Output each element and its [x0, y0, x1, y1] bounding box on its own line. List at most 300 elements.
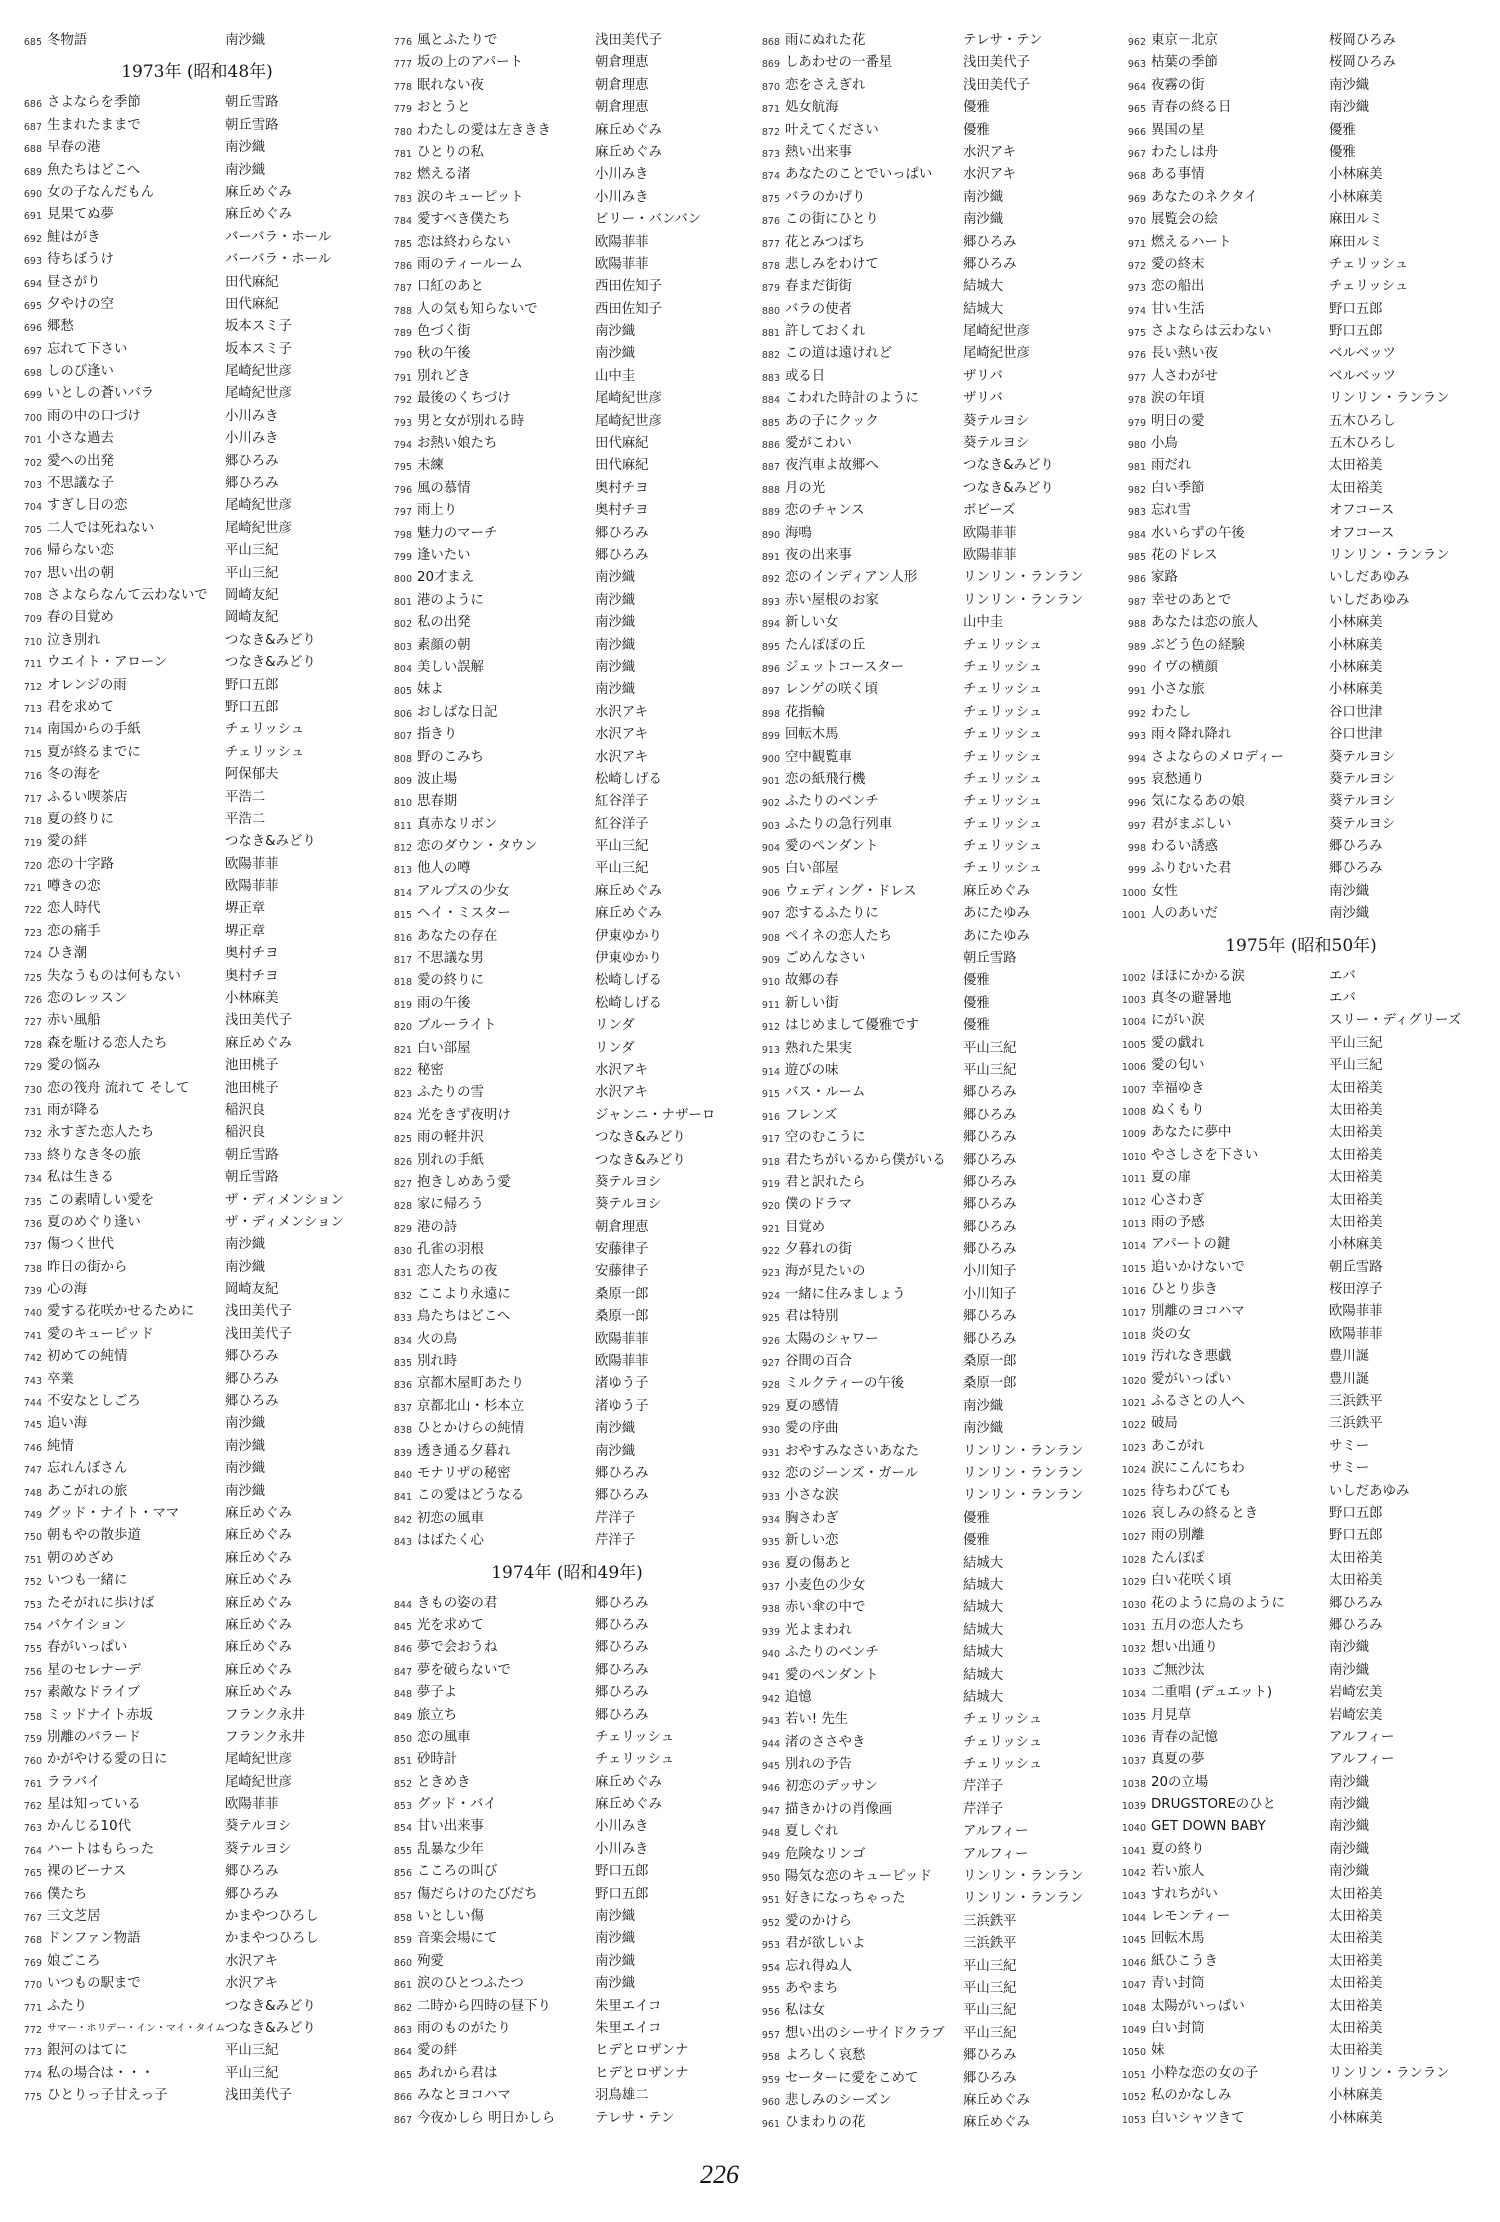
artist-name: リンダ — [595, 1040, 635, 1056]
song-entry — [378, 523, 738, 545]
song-entry — [378, 366, 738, 388]
artist-name: 朝丘雪路 — [225, 117, 279, 133]
song-entry — [8, 1593, 368, 1615]
song-entry — [746, 1844, 1106, 1866]
song-title: ひき潮 — [47, 946, 88, 962]
entry-number: 777 — [393, 59, 412, 71]
song-entry — [746, 1754, 1106, 1776]
song-title: 赤い傘の中で — [785, 1600, 866, 1616]
entry-number: 841 — [393, 1492, 412, 1504]
song-title: 心さわぎ — [1151, 1192, 1205, 1208]
song-title: 港の詩 — [417, 1219, 458, 1235]
entry-number: 974 — [1127, 305, 1146, 317]
artist-name: 小川知子 — [963, 1286, 1017, 1302]
song-entry — [8, 607, 368, 629]
artist-name: 南沙織 — [1329, 1819, 1370, 1835]
song-title: お熱い娘たち — [417, 436, 498, 452]
song-entry — [1112, 388, 1472, 410]
artist-name: 南沙織 — [225, 162, 266, 178]
entry-number: 1032 — [1121, 1644, 1146, 1656]
artist-name: 太田裕美 — [1329, 1080, 1383, 1096]
entry-number: 750 — [23, 1532, 42, 1544]
song-entry — [746, 1418, 1106, 1440]
artist-name: 郷ひろみ — [595, 525, 649, 541]
song-entry — [746, 970, 1106, 992]
song-title: 指きり — [417, 727, 458, 743]
artist-name: サミー — [1329, 1438, 1370, 1454]
song-entry — [8, 1525, 368, 1547]
entry-number: 691 — [23, 211, 42, 223]
song-title: ウエイト・アローン — [47, 655, 168, 671]
song-title: 小さな旅 — [1151, 682, 1205, 698]
artist-name: 芹洋子 — [595, 1510, 636, 1526]
song-title: 愛の戯れ — [1151, 1035, 1205, 1051]
entry-number: 822 — [393, 1066, 412, 1078]
artist-name: 平浩二 — [225, 811, 266, 827]
song-title: 二人では死ねない — [47, 520, 155, 536]
artist-name: 葵テルヨシ — [1329, 816, 1396, 832]
song-title: 昼さがり — [47, 274, 101, 290]
entry-number: 735 — [23, 1196, 42, 1208]
song-title: わたしは舟 — [1151, 144, 1218, 160]
artist-name: 南沙織 — [225, 140, 266, 156]
artist-name: 葵テルヨシ — [1329, 771, 1396, 787]
entry-number: 746 — [23, 1442, 42, 1454]
song-entry — [8, 1928, 368, 1950]
song-title: ぬくもり — [1151, 1102, 1205, 1118]
song-title: ペイネの恋人たち — [785, 928, 892, 944]
artist-name: 麻丘めぐみ — [963, 2115, 1030, 2131]
artist-name: 桜岡ひろみ — [1329, 33, 1396, 48]
song-entry — [1112, 1190, 1472, 1212]
entry-number: 982 — [1127, 484, 1146, 496]
entry-number: 967 — [1127, 148, 1146, 160]
artist-name: 野口五郎 — [1329, 1506, 1383, 1521]
song-title: 雨々降れ降れ — [1151, 727, 1232, 743]
song-entry — [378, 747, 738, 769]
artist-name: ヒデとロザンナ — [595, 2065, 689, 2081]
song-title: 早春の港 — [47, 140, 101, 156]
artist-name: 水沢アキ — [963, 167, 1017, 183]
artist-name: リンリン・ランラン — [1329, 547, 1450, 563]
song-entry — [8, 1212, 368, 1234]
song-entry — [746, 30, 1106, 52]
artist-name: 平山三紀 — [225, 2043, 279, 2059]
song-entry — [378, 1508, 738, 1530]
artist-name: 渚ゆう子 — [595, 1376, 649, 1392]
song-entry — [746, 1508, 1106, 1530]
song-title: 郷愁 — [47, 319, 74, 335]
song-entry — [378, 2085, 738, 2107]
entry-number: 807 — [393, 731, 412, 743]
artist-name: 芹洋子 — [963, 1801, 1004, 1817]
song-title: 待ちぼうけ — [47, 252, 114, 268]
entry-number: 714 — [23, 726, 42, 738]
entry-number: 785 — [393, 238, 412, 250]
song-title: 別れ時 — [417, 1354, 458, 1370]
entry-number: 776 — [393, 37, 412, 48]
artist-name: 郷ひろみ — [1329, 1595, 1383, 1611]
artist-name: 桑原一郎 — [963, 1354, 1017, 1370]
song-title: 恋の風車 — [417, 1729, 471, 1745]
song-title: 愛の匂い — [1151, 1058, 1205, 1074]
song-title: 傷だらけのたびだち — [417, 1886, 538, 1902]
song-entry — [378, 120, 738, 142]
artist-name: 郷ひろみ — [963, 1197, 1017, 1213]
song-entry — [1112, 1481, 1472, 1503]
artist-name: 堺正章 — [225, 901, 266, 917]
song-entry — [746, 164, 1106, 186]
song-title: 最後のくちづけ — [417, 391, 511, 407]
song-title: 忘れて下さい — [47, 341, 128, 357]
entry-number: 1008 — [1121, 1106, 1146, 1118]
entry-number: 886 — [761, 440, 780, 452]
song-entry — [378, 1705, 738, 1727]
artist-name: 奥村チヨ — [595, 503, 649, 519]
song-entry — [1112, 1727, 1472, 1749]
entry-number: 923 — [761, 1268, 780, 1280]
song-entry — [8, 249, 368, 271]
song-entry — [746, 1978, 1106, 2000]
entry-number: 897 — [761, 686, 780, 698]
song-entry — [378, 567, 738, 589]
song-title: はばたく心 — [417, 1533, 484, 1549]
song-entry — [1112, 2108, 1472, 2130]
song-entry — [1112, 1525, 1472, 1547]
song-title: 妹 — [1151, 2043, 1165, 2059]
song-title: 恋の紙飛行機 — [785, 771, 866, 787]
song-title: 愛のペンダント — [785, 839, 879, 855]
artist-name: 南沙織 — [595, 1931, 636, 1947]
artist-name: 奥村チヨ — [225, 968, 279, 984]
song-entry — [378, 635, 738, 657]
song-entry — [746, 1150, 1106, 1172]
entry-number: 1038 — [1121, 1778, 1146, 1790]
song-title: 朝もやの散歩道 — [47, 1528, 141, 1544]
artist-name: いしだあゆみ — [1329, 570, 1410, 586]
artist-name: 郷ひろみ — [225, 1371, 279, 1387]
song-title: しあわせの一番星 — [785, 55, 893, 71]
song-title: 愛すべき僕たち — [417, 212, 511, 228]
song-entry — [378, 1637, 738, 1659]
song-entry — [378, 1727, 738, 1749]
song-entry — [8, 1078, 368, 1100]
song-entry — [1112, 1301, 1472, 1323]
artist-name: 谷口世津 — [1329, 727, 1383, 743]
entry-number: 1011 — [1121, 1174, 1146, 1186]
song-entry — [8, 675, 368, 697]
song-title: きもの姿の君 — [417, 1595, 498, 1611]
song-title: あなたの存在 — [417, 928, 498, 944]
song-entry — [378, 343, 738, 365]
entry-number: 883 — [761, 372, 780, 384]
song-entry — [378, 1060, 738, 1082]
entry-number: 940 — [761, 1649, 780, 1661]
artist-name: 野口五郎 — [1329, 324, 1383, 340]
song-title: 京都北山・杉本立 — [417, 1398, 525, 1414]
artist-name: つなき&みどり — [595, 1152, 686, 1168]
song-title: 見果てぬ夢 — [47, 207, 114, 223]
entry-number: 694 — [23, 278, 42, 290]
song-entry — [746, 1665, 1106, 1687]
song-title: 夢子よ — [417, 1685, 458, 1701]
entry-number: 775 — [23, 2092, 42, 2104]
artist-name: ジャンニ・ナザーロ — [595, 1107, 716, 1123]
artist-name: 太田裕美 — [1329, 1998, 1383, 2014]
song-title: 銀河のはてに — [47, 2043, 128, 2059]
entry-number: 895 — [761, 641, 780, 653]
entry-number: 732 — [23, 1129, 42, 1141]
artist-name: 堺正章 — [225, 923, 266, 939]
song-title: 忘れ得ぬ人 — [785, 1958, 852, 1974]
artist-name: 朝倉理恵 — [595, 77, 649, 93]
artist-name: 南沙織 — [225, 1237, 266, 1253]
song-entry — [8, 1481, 368, 1503]
song-entry — [8, 227, 368, 249]
song-title: バス・ルーム — [785, 1085, 866, 1101]
song-entry — [746, 2045, 1106, 2067]
artist-name: 岡崎友紀 — [225, 610, 279, 626]
artist-name: 坂本スミ子 — [225, 319, 292, 335]
entry-number: 911 — [761, 999, 780, 1011]
song-title: にがい涙 — [1151, 1013, 1205, 1029]
entry-number: 766 — [23, 1890, 42, 1902]
entry-number: 745 — [23, 1420, 42, 1432]
song-title: 家路 — [1151, 570, 1178, 586]
song-title: アパートの鍵 — [1151, 1237, 1231, 1253]
song-title: 夢を破らないで — [417, 1662, 511, 1678]
song-title: 別れどき — [417, 368, 471, 384]
entry-number: 975 — [1127, 328, 1146, 340]
entry-number: 862 — [393, 2002, 412, 2014]
song-entry — [8, 1324, 368, 1346]
song-entry — [1112, 1100, 1472, 1122]
artist-name: 郷ひろみ — [963, 2070, 1017, 2086]
song-title: 花のように鳥のように — [1151, 1595, 1285, 1611]
song-entry — [8, 406, 368, 428]
song-entry — [378, 836, 738, 858]
song-entry — [378, 232, 738, 254]
entry-number: 999 — [1127, 865, 1146, 877]
song-title: 孔雀の羽根 — [417, 1242, 484, 1258]
artist-name: 郷ひろみ — [963, 256, 1017, 272]
song-title: おやすみなさいあなた — [785, 1443, 919, 1459]
artist-name: 麻丘めぐみ — [963, 883, 1030, 899]
song-entry — [378, 1150, 738, 1172]
song-title: 人の気も知らないで — [417, 301, 538, 317]
song-entry — [8, 1145, 368, 1167]
entry-number: 749 — [23, 1510, 42, 1521]
song-title: 昨日の街から — [47, 1259, 128, 1275]
song-title: たんぽぽの丘 — [785, 637, 866, 653]
song-entry — [746, 1776, 1106, 1798]
entry-number: 863 — [393, 2024, 412, 2036]
song-title: 哀愁通り — [1151, 771, 1205, 787]
song-entry — [8, 361, 368, 383]
song-entry — [746, 1284, 1106, 1306]
song-entry — [746, 1620, 1106, 1642]
entry-number: 972 — [1127, 260, 1146, 272]
entry-number: 938 — [761, 1604, 780, 1616]
song-entry — [1112, 321, 1472, 343]
entry-number: 798 — [393, 529, 412, 541]
artist-name: 欧陽菲菲 — [225, 1797, 279, 1813]
song-title: おしばな日記 — [417, 704, 498, 720]
artist-name: バーバラ・ホール — [225, 252, 332, 268]
entry-number: 740 — [23, 1308, 42, 1320]
entry-number: 966 — [1127, 126, 1146, 138]
entry-number: 846 — [393, 1644, 412, 1656]
song-title: 初めての純情 — [47, 1349, 128, 1365]
artist-name: 安藤律子 — [595, 1242, 649, 1258]
song-title: 南国からの手紙 — [47, 722, 141, 738]
artist-name: 小林麻美 — [1329, 659, 1383, 675]
song-entry — [1112, 254, 1472, 276]
song-entry — [8, 1413, 368, 1435]
song-title: 叶えてください — [785, 122, 879, 138]
song-title: 夜汽車よ故郷へ — [785, 458, 879, 474]
song-entry — [378, 1396, 738, 1418]
entry-number: 915 — [761, 1089, 780, 1101]
artist-name: 麻丘めぐみ — [225, 1617, 292, 1633]
artist-name: テレサ・テン — [595, 2110, 675, 2126]
artist-name: 南沙織 — [963, 1421, 1004, 1437]
song-entry — [8, 1660, 368, 1682]
entry-number: 1010 — [1121, 1151, 1146, 1163]
entry-number: 812 — [393, 843, 412, 855]
artist-name: 尾崎紀世彦 — [595, 391, 662, 407]
entry-number: 941 — [761, 1671, 780, 1683]
artist-name: 桜岡ひろみ — [1329, 55, 1396, 71]
song-entry — [378, 164, 738, 186]
artist-name: 平山三紀 — [225, 2065, 279, 2081]
song-title: 太陽のシャワー — [785, 1331, 879, 1347]
artist-name: 南沙織 — [595, 1421, 636, 1437]
artist-name: 郷ひろみ — [595, 1640, 649, 1656]
song-title: あれから君は — [417, 2065, 498, 2081]
song-title: 破局 — [1151, 1416, 1178, 1432]
artist-name: 小林麻美 — [1329, 1237, 1383, 1253]
entry-number: 792 — [393, 395, 412, 407]
song-title: 描きかけの肖像画 — [785, 1801, 893, 1817]
entry-number: 898 — [761, 708, 780, 720]
entry-number: 994 — [1127, 753, 1146, 765]
entry-number: 870 — [761, 81, 780, 93]
entry-number: 869 — [761, 59, 780, 71]
artist-name: 平山三紀 — [595, 839, 649, 855]
artist-name: 野口五郎 — [595, 1864, 649, 1880]
artist-name: 欧陽菲菲 — [1329, 1326, 1383, 1342]
song-entry — [378, 545, 738, 567]
song-entry — [1112, 858, 1472, 880]
artist-name: 葵テルヨシ — [225, 1841, 292, 1857]
entry-number: 889 — [761, 507, 780, 519]
song-title: 回転木馬 — [1151, 1931, 1205, 1947]
artist-name: 小林麻美 — [1329, 2088, 1383, 2104]
entry-number: 947 — [761, 1805, 780, 1817]
song-entry — [746, 567, 1106, 589]
artist-name: かまやつひろし — [225, 1909, 319, 1925]
song-title: 新しい街 — [785, 995, 839, 1011]
entry-number: 989 — [1127, 641, 1146, 653]
artist-name: 南沙織 — [1329, 1640, 1370, 1656]
entry-number: 1019 — [1121, 1353, 1146, 1365]
artist-name: 山中圭 — [963, 615, 1004, 631]
song-title: 甘い生活 — [1151, 301, 1205, 317]
song-entry — [8, 1951, 368, 1973]
artist-name: ベルベッツ — [1329, 368, 1396, 384]
entry-number: 756 — [23, 1666, 42, 1678]
song-entry — [8, 719, 368, 741]
entry-number: 998 — [1127, 843, 1146, 855]
entry-number: 751 — [23, 1554, 42, 1566]
song-title: 白い部屋 — [417, 1040, 471, 1056]
song-entry — [378, 1441, 738, 1463]
entry-number: 736 — [23, 1218, 42, 1230]
song-entry — [378, 1239, 738, 1261]
song-entry — [8, 115, 368, 137]
entry-number: 929 — [761, 1402, 780, 1414]
entry-number: 778 — [393, 81, 412, 93]
artist-name: 郷ひろみ — [225, 453, 279, 469]
entry-number: 773 — [23, 2047, 42, 2059]
song-title: 光よまわれ — [785, 1622, 852, 1638]
song-title: 光を求めて — [417, 1617, 484, 1633]
song-entry — [8, 764, 368, 786]
entry-number: 983 — [1127, 507, 1146, 519]
artist-name: 欧陽菲菲 — [595, 256, 649, 272]
song-title: 愛の絆 — [417, 2043, 458, 2059]
entry-number: 1041 — [1121, 1845, 1146, 1857]
artist-name: ザリバ — [963, 368, 1003, 384]
song-title: 白い部屋 — [785, 861, 839, 877]
entry-number: 824 — [393, 1111, 412, 1123]
entry-number: 818 — [393, 977, 412, 989]
song-entry — [378, 30, 738, 52]
song-entry — [746, 702, 1106, 724]
song-title: アルプスの少女 — [417, 883, 510, 899]
song-entry — [378, 1951, 738, 1973]
entry-number: 965 — [1127, 104, 1146, 116]
song-title: 思い出の朝 — [47, 565, 114, 581]
song-title: 甘い出来事 — [417, 1819, 484, 1835]
song-entry — [1112, 1839, 1472, 1861]
song-title: 許しておくれ — [785, 324, 866, 340]
entry-number: 718 — [23, 815, 42, 827]
song-title: 僕たち — [47, 1886, 88, 1902]
entry-number: 772 — [23, 2024, 42, 2036]
artist-name: 太田裕美 — [1329, 458, 1383, 474]
song-title: ミルクティーの午後 — [785, 1376, 905, 1392]
song-title: 殉愛 — [417, 1953, 444, 1969]
entry-number: 986 — [1127, 574, 1146, 586]
artist-name: 郷ひろみ — [595, 547, 649, 563]
entry-number: 1048 — [1121, 2002, 1146, 2014]
artist-name: リンリン・ランラン — [963, 1488, 1084, 1504]
artist-name: 水沢アキ — [595, 704, 649, 720]
song-title: 純情 — [47, 1438, 74, 1454]
song-title: ハートはもらった — [47, 1841, 155, 1857]
entry-number: 918 — [761, 1156, 780, 1168]
song-entry — [8, 473, 368, 495]
song-title: 未練 — [417, 458, 444, 474]
song-entry — [8, 1190, 368, 1212]
entry-number: 1053 — [1121, 2114, 1146, 2126]
artist-name: かまやつひろし — [225, 1931, 319, 1947]
song-title: 雨のものがたり — [417, 2020, 511, 2036]
artist-name: 太田裕美 — [1329, 1192, 1383, 1208]
song-title: 私の出発 — [417, 615, 471, 631]
